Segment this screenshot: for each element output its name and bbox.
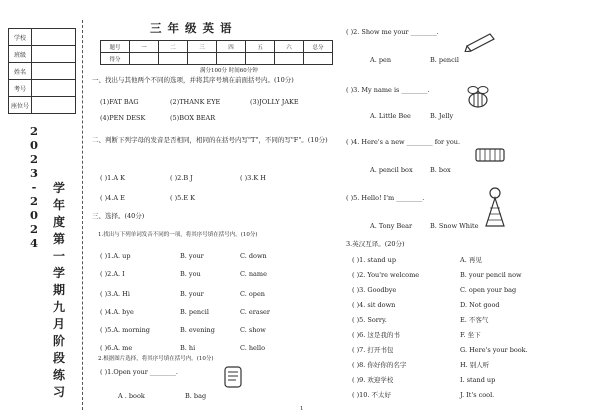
r-q3: ( )3. My name is ________. — [346, 86, 430, 94]
s3-row: C. show — [240, 326, 266, 334]
s3-row: ( )2.A. I — [100, 270, 125, 278]
r-q3-opt: B. Jelly — [430, 112, 454, 120]
r-q3-opt: A. Little Bee — [370, 112, 411, 120]
s3-sub2: 2.根据图片选择，将其序号填在括号内。(10分) — [98, 356, 214, 362]
r-q5-opt: A. Tony Bear — [370, 222, 413, 230]
s4-right: H. 别人听 — [460, 361, 490, 369]
s4-right: C. open your bag — [460, 286, 517, 294]
s3-row: ( )1.A. up — [100, 252, 131, 260]
s1-item: (2)THANK EYE — [170, 98, 221, 106]
s3-row: C. eraser — [240, 308, 270, 316]
score-cell[interactable] — [246, 53, 275, 65]
r-q2: ( )2. Show me your ________. — [346, 28, 439, 36]
r-q5: ( )5. Hello! I'm ________. — [346, 194, 425, 202]
s3-row: C. open — [240, 290, 265, 298]
score-header: 题号 — [101, 41, 130, 53]
page-number: 1 — [300, 406, 304, 412]
s4-right: F. 坐下 — [460, 331, 481, 339]
score-header: 三 — [188, 41, 217, 53]
s4-left: ( )1. stand up — [352, 256, 396, 264]
schoolbag-icon — [222, 364, 244, 390]
score-header: 一 — [130, 41, 159, 53]
s3-row: C. down — [240, 252, 267, 260]
s4-right: A. 再见 — [460, 256, 482, 264]
section1-heading: 一、找出与其他两个不同的选项，并将其序号填在前面括号内。(10分) — [92, 76, 294, 84]
student-info-table — [8, 28, 76, 114]
score-header: 五 — [246, 41, 275, 53]
vertical-text: 2 0 2 3 - 2 0 2 4 — [29, 124, 38, 250]
binding-line — [82, 20, 83, 410]
s3-q1-opt: A . book — [118, 392, 145, 400]
section2-heading: 二、判断下列字母的发音是否相同，相同的在括号内写"T"，不同的写"F"。(10分) — [92, 136, 328, 144]
info-label: 班级 — [9, 46, 32, 63]
s2-item: ( )2.B J — [170, 174, 193, 182]
term-vertical — [50, 180, 68, 401]
s4-right: B. your pencil now — [460, 271, 522, 279]
score-cell[interactable] — [217, 53, 246, 65]
s1-item: (5)BOX BEAR — [170, 114, 216, 122]
s2-item: ( )3.K H — [240, 174, 266, 182]
s4-left: ( )8. 你好你的名字 — [352, 361, 407, 369]
s3-row: ( )5.A. morning — [100, 326, 150, 334]
r-q4-opt: A. pencil box — [370, 166, 413, 174]
score-header: 六 — [275, 41, 304, 53]
info-field[interactable] — [32, 46, 76, 63]
info-field[interactable] — [32, 29, 76, 46]
score-header: 四 — [217, 41, 246, 53]
s3-sub1: 1.找出与下列单词发音不同的一项，将其序号填在括号内。(10分) — [98, 232, 258, 238]
s4-right: E. 不客气 — [460, 316, 489, 324]
s4-left: ( )6. 这是我的书 — [352, 331, 400, 339]
section4-heading: 3.英汉互译。(20分) — [346, 240, 405, 248]
s2-item: ( )5.E K — [170, 194, 196, 202]
info-field[interactable] — [32, 63, 76, 80]
s4-left: ( )3. Goodbye — [352, 286, 397, 294]
s2-item: ( )4.A E — [100, 194, 125, 202]
s4-right: I. stand up — [460, 376, 496, 384]
s4-left: ( )2. You're welcome — [352, 271, 420, 279]
s1-item: (4)PEN DESK — [100, 114, 146, 122]
page-title: 三年级英语 — [150, 21, 238, 35]
s3-row: C. name — [240, 270, 267, 278]
score-header: 二 — [159, 41, 188, 53]
score-cell[interactable] — [159, 53, 188, 65]
info-field[interactable] — [32, 80, 76, 97]
score-row-label: 得分 — [101, 53, 130, 65]
r-q2-opt: B. pencil — [430, 56, 459, 64]
s4-right: D. Not good — [460, 301, 500, 309]
r-q2-opt: A. pen — [370, 56, 392, 64]
s3-row: ( )6.A. me — [100, 344, 133, 352]
s4-left: ( )9. 欢迎学校 — [352, 376, 394, 384]
s4-left: ( )4. sit down — [352, 301, 396, 309]
score-cell[interactable] — [188, 53, 217, 65]
vertical-text: 学 年 度 第 一 学 期 九 月 阶 段 练 习 — [52, 181, 65, 399]
score-table — [100, 40, 333, 65]
info-label: 姓名 — [9, 63, 32, 80]
pencil-icon — [464, 30, 498, 52]
score-header: 总分 — [304, 41, 333, 53]
s1-item: (3)JOLLY JAKE — [250, 98, 299, 106]
s3-row: B. evening — [180, 326, 215, 334]
bee-icon — [462, 84, 494, 112]
s4-left: ( )10. 不太好 — [352, 391, 392, 399]
s3-q1-opt: B. bag — [185, 392, 207, 400]
s2-item: ( )1.A K — [100, 174, 125, 182]
r-q4: ( )4. Here's a new ________ for you. — [346, 138, 461, 146]
s3-row: B. pencil — [180, 308, 209, 316]
s3-row: ( )4.A. bye — [100, 308, 134, 316]
snow-white-icon — [482, 186, 508, 228]
s3-row: ( )3.A. Hi — [100, 290, 130, 298]
school-year-vertical — [22, 124, 46, 250]
info-label: 学校 — [9, 29, 32, 46]
s4-left: ( )7. 打开书包 — [352, 346, 394, 354]
s4-right: J. It's cool. — [460, 391, 495, 399]
s3-row: B. hi — [180, 344, 196, 352]
pencil-box-icon — [474, 144, 508, 166]
section3-heading: 三、选择。(40分) — [92, 212, 145, 220]
s3-row: B. your — [180, 290, 204, 298]
s3-row: C. hello — [240, 344, 265, 352]
s3-q1: ( )1.Open your ________. — [100, 368, 178, 376]
score-cell[interactable] — [304, 53, 333, 65]
s1-item: (1)FAT BAG — [100, 98, 139, 106]
s4-left: ( )5. Sorry. — [352, 316, 387, 324]
info-label: 考号 — [9, 80, 32, 97]
s3-row: B. your — [180, 252, 204, 260]
exam-note: 满分100分 时间60分钟 — [200, 68, 258, 74]
s4-right: G. Here's your book. — [460, 346, 528, 354]
r-q5-opt: B. Snow White — [430, 222, 479, 230]
info-label: 座位号 — [9, 97, 32, 114]
r-q4-opt: B. box — [430, 166, 451, 174]
info-field[interactable] — [32, 97, 76, 114]
score-cell[interactable] — [275, 53, 304, 65]
score-cell[interactable] — [130, 53, 159, 65]
s3-row: B. you — [180, 270, 201, 278]
